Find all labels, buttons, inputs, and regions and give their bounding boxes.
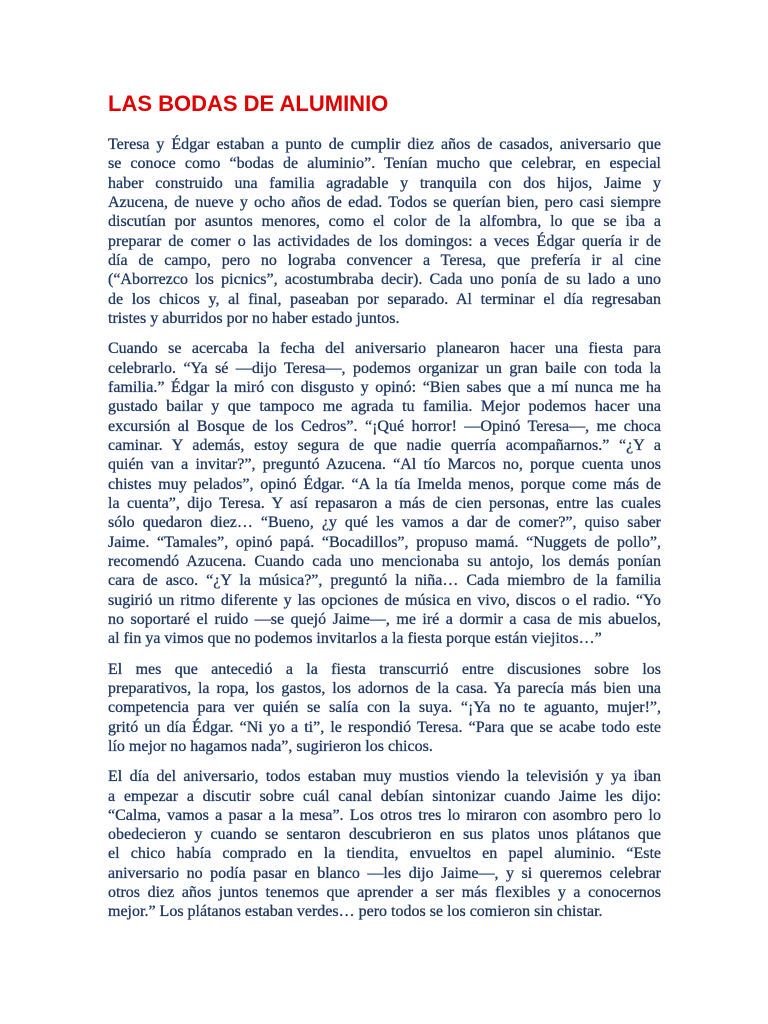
text-line: familia.” Édgar la miró con disgusto y opinó: “Bien sabes que a mí nunca me ha	[108, 378, 661, 396]
text-line: El día del aniversario, todos estaban muy mustios viendo la televisión y ya iban	[108, 768, 661, 786]
text-line: la cuenta”, dijo Teresa. Y así repasaron a más de cien personas, entre las cuales	[108, 494, 661, 512]
paragraph-4	[108, 767, 661, 922]
text-line: sugirió un ritmo diferente y las opciones de música en vivo, discos o el radio. “Yo	[108, 591, 661, 609]
paragraph-3	[108, 660, 661, 757]
text-line: quién van a invitar?”, preguntó Azucena. “Al tío Marcos no, porque cuenta unos	[108, 456, 661, 474]
text-line: chistes muy pelados”, opinó Édgar. “A la tía Imelda menos, porque come más de	[108, 475, 661, 493]
text-line: se conoce como “bodas de aluminio”. Tenían mucho que celebrar, en especial	[108, 155, 661, 173]
text-line: Teresa y Édgar estaban a punto de cumplir diez años de casados, aniversario que	[108, 136, 661, 153]
text-line: el chico había comprado en la tiendita, envueltos en papel aluminio. “Este	[108, 845, 661, 863]
text-line: Azucena, de nueve y ocho años de edad. Todos se querían bien, pero casi siempre	[108, 193, 661, 211]
text-line: gustado bailar y que tampoco me agrada tu familia. Mejor podemos hacer una	[108, 398, 661, 416]
text-line: obedecieron y cuando se sentaron descubrieron en sus platos unos plátanos que	[108, 826, 661, 844]
text-line: competencia para ver quién se salía con la suya. “¡Ya no te aguanto, mujer!”,	[108, 699, 661, 717]
text-line: caminar. Y además, estoy segura de que nadie querría acompañarnos.” “¿Y a	[108, 436, 661, 454]
text-line: mejor.” Los plátanos estaban verdes… pero todos se los comieron sin chistar.	[108, 903, 603, 921]
text-line: excursión al Bosque de los Cedros”. “¡Qué horror! —Opinó Teresa—, me choca	[108, 417, 661, 435]
text-line: gritó un día Édgar. “Ni yo a ti”, le respondió Teresa. “Para que se acabe todo este	[108, 718, 661, 736]
text-line: (“Aborrezco los picnics”, acostumbraba decir). Cada uno ponía de su lado a uno	[108, 271, 661, 289]
document-title: LAS BODAS DE ALUMINIO	[108, 91, 389, 116]
text-line: “Calma, vamos a pasar a la mesa”. Los otros tres lo miraron con asombro pero lo	[108, 806, 661, 824]
text-line: preparar de comer o las actividades de los domingos: a veces Édgar quería ir de	[108, 232, 661, 250]
text-line: sólo quedaron diez… “Bueno, ¿y qué les vamos a dar de comer?”, quiso saber	[108, 514, 661, 532]
text-line: Cuando se acercaba la fecha del aniversario planearon hacer una fiesta para	[108, 340, 661, 358]
text-line: cara de asco. “¿Y la música?”, preguntó la niña… Cada miembro de la familia	[108, 572, 661, 590]
text-line: El mes que antecedió a la fiesta transcurrió entre discusiones sobre los	[108, 660, 661, 678]
text-line: lío mejor no hagamos nada”, sugirieron los chicos.	[108, 737, 433, 755]
text-line: de los chicos y, al final, paseaban por separado. Al terminar el día regresaban	[108, 290, 661, 308]
text-line: haber construido una familia agradable y tranquila con dos hijos, Jaime y	[108, 174, 661, 192]
text-line: discutían por asuntos menores, como el color de la alfombra, lo que se iba a	[108, 213, 661, 231]
text-line: otros diez años juntos tenemos que aprender a ser más flexibles y a conocernos	[108, 884, 661, 902]
text-line: Jaime. “Tamales”, opinó papá. “Bocadillos”, propuso mamá. “Nuggets de pollo”,	[108, 533, 661, 551]
document-body	[108, 135, 661, 933]
paragraph-2	[108, 339, 661, 648]
text-line: recomendó Azucena. Cuando cada uno mencionaba su antojo, los demás ponían	[108, 552, 661, 570]
text-line: celebrarlo. “Ya sé —dijo Teresa—, podemos organizar un gran baile con toda la	[108, 359, 661, 377]
text-line: tristes y aburridos por no haber estado juntos.	[108, 309, 400, 327]
text-line: no soportaré el ruido —se quejó Jaime—, me iré a dormir a casa de mis abuelos,	[108, 610, 661, 628]
text-line: aniversario no podía pasar en blanco —les dijo Jaime—, y si queremos celebrar	[108, 864, 661, 882]
text-line: a empezar a discutir sobre cuál canal debían sintonizar cuando Jaime les dijo:	[108, 787, 661, 805]
paragraph-1	[108, 135, 661, 328]
text-line: día de campo, pero no lograba convencer a Teresa, que prefería ir al cine	[108, 251, 661, 269]
text-line: preparativos, la ropa, los gastos, los adornos de la casa. Ya parecía más bien una	[108, 679, 661, 697]
text-line: al fin ya vimos que no podemos invitarlos a la fiesta porque están viejitos…”	[108, 630, 602, 648]
